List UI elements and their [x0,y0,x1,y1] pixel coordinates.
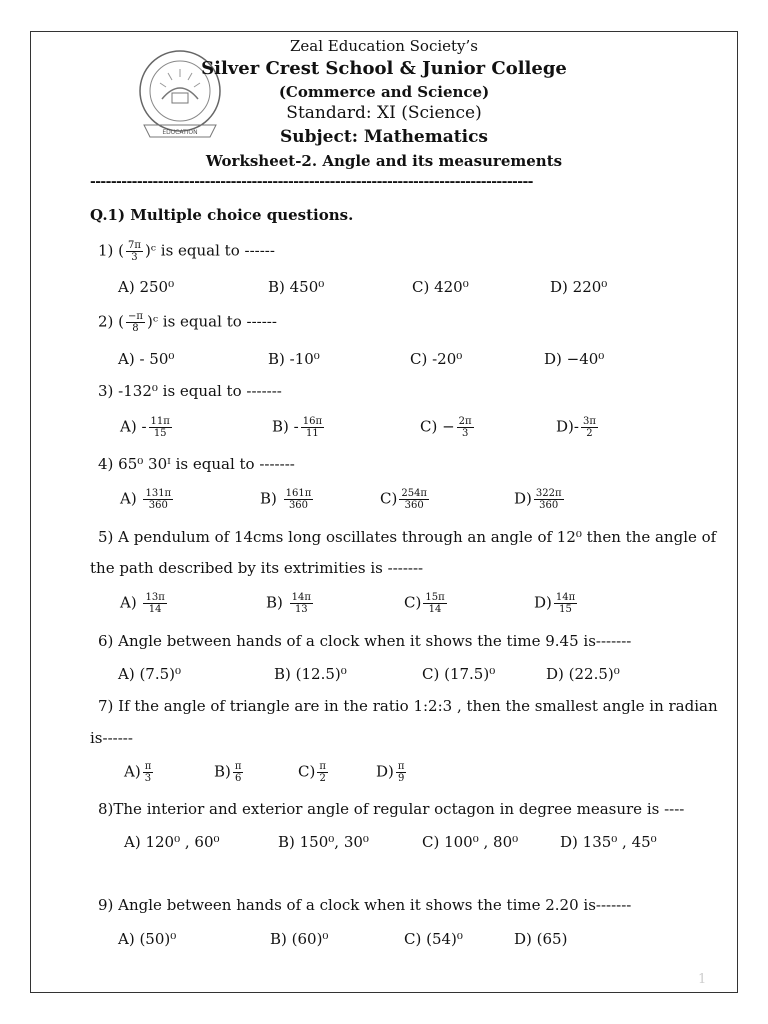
standard: Standard: XI (Science) [286,103,482,123]
q9-option-a: A) (50)⁰ [118,930,177,948]
q4-option-c: C) $\frac{254\pi}{360}$ [380,488,428,511]
q9-option-d: D) (65) [514,930,568,948]
question-8: 8)The interior and exterior angle of regular octagon in degree measure is ---- [98,800,685,818]
q6-option-b: B) (12.5)⁰ [274,665,347,683]
q2-option-c: C) -20⁰ [410,350,463,368]
q8-option-a: A) 120⁰ , 60⁰ [124,833,220,851]
worksheet-title: Worksheet-2. Angle and its measurements [205,152,563,170]
q4-option-d: D) $\frac{322\pi}{360}$ [514,488,562,511]
q1-option-c: C) 420⁰ [412,278,469,296]
section-title: Q.1) Multiple choice questions. [90,206,354,224]
q7-option-c: C) $\frac{\pi}{2}$ [298,761,326,784]
stream: (Commerce and Science) [278,83,490,101]
q5-option-d: D) $\frac{14\pi}{15}$ [534,592,576,615]
school-name: Silver Crest School & Junior College [201,58,567,79]
page-number: 1 [698,972,707,987]
question-9: 9) Angle between hands of a clock when it shows the time 2.20 is------- [98,896,632,914]
q2-option-d: D) −40⁰ [544,350,605,368]
q4-option-a: A) $\frac{131\pi}{360}$ [120,488,172,511]
q7-option-a: A) $\frac{\pi}{3}$ [124,761,152,784]
q2-option-a: A) - 50⁰ [118,350,175,368]
q4-option-b: B) $\frac{161\pi}{360}$ [260,488,312,511]
question-4: 4) 65⁰ 30ᴵ is equal to ------- [98,455,295,473]
q6-option-c: C) (17.5)⁰ [422,665,496,683]
society-name: Zeal Education Society’s [290,37,478,55]
q2-option-b: B) -10⁰ [268,350,320,368]
fraction: $\frac{-\pi}{8}$ [128,311,143,334]
q6-option-a: A) (7.5)⁰ [118,665,182,683]
q9-option-c: C) (54)⁰ [404,930,463,948]
q7-option-b: B) $\frac{\pi}{6}$ [214,761,242,784]
q5-option-a: A) $\frac{13\pi}{14}$ [120,592,165,615]
question-7-line-1: 7) If the angle of triangle are in the ratio 1:2:3 , then the smallest angle in radian [98,697,718,715]
question-1: 1) ( $\frac{7\pi}{3}$ )ᶜ is equal to ------ [98,240,275,263]
q5-option-b: B) $\frac{14\pi}{13}$ [266,592,311,615]
question-5-line-2: the path described by its extrimities is ------- [90,559,424,577]
q6-option-d: D) (22.5)⁰ [546,665,620,683]
q1-option-a: A) 250⁰ [118,278,175,296]
question-6: 6) Angle between hands of a clock when it shows the time 9.45 is------- [98,632,632,650]
q8-option-d: D) 135⁰ , 45⁰ [560,833,657,851]
q3-option-d: D)- $\frac{3\pi}{2}$ [556,416,596,439]
question-2: 2) ( $\frac{-\pi}{8}$ )ᶜ is equal to ------ [98,311,277,334]
question-3: 3) -132⁰ is equal to ------- [98,382,282,400]
q1-option-d: D) 220⁰ [550,278,608,296]
q3-option-a: A) - $\frac{11\pi}{15}$ [120,416,170,439]
q8-option-c: C) 100⁰ , 80⁰ [422,833,519,851]
q7-option-d: D) $\frac{\pi}{9}$ [376,761,405,784]
fraction: $\frac{7\pi}{3}$ [128,240,141,263]
question-7-line-2: is------ [90,729,133,747]
divider-rule: ------------------------------------------------------------------------------------- [90,174,533,190]
subject: Subject: Mathematics [280,127,488,147]
q3-option-b: B) - $\frac{16\pi}{11}$ [272,416,323,439]
q8-option-b: B) 150⁰, 30⁰ [278,833,369,851]
q1-option-b: B) 450⁰ [268,278,325,296]
q3-option-c: C) − $\frac{2\pi}{3}$ [420,416,472,439]
svg-text:EDUCATION: EDUCATION [162,129,198,136]
q5-option-c: C) $\frac{15\pi}{14}$ [404,592,445,615]
question-5-line-1: 5) A pendulum of 14cms long oscillates through an angle of 12⁰ then the angle of [98,528,717,546]
q9-option-b: B) (60)⁰ [270,930,329,948]
